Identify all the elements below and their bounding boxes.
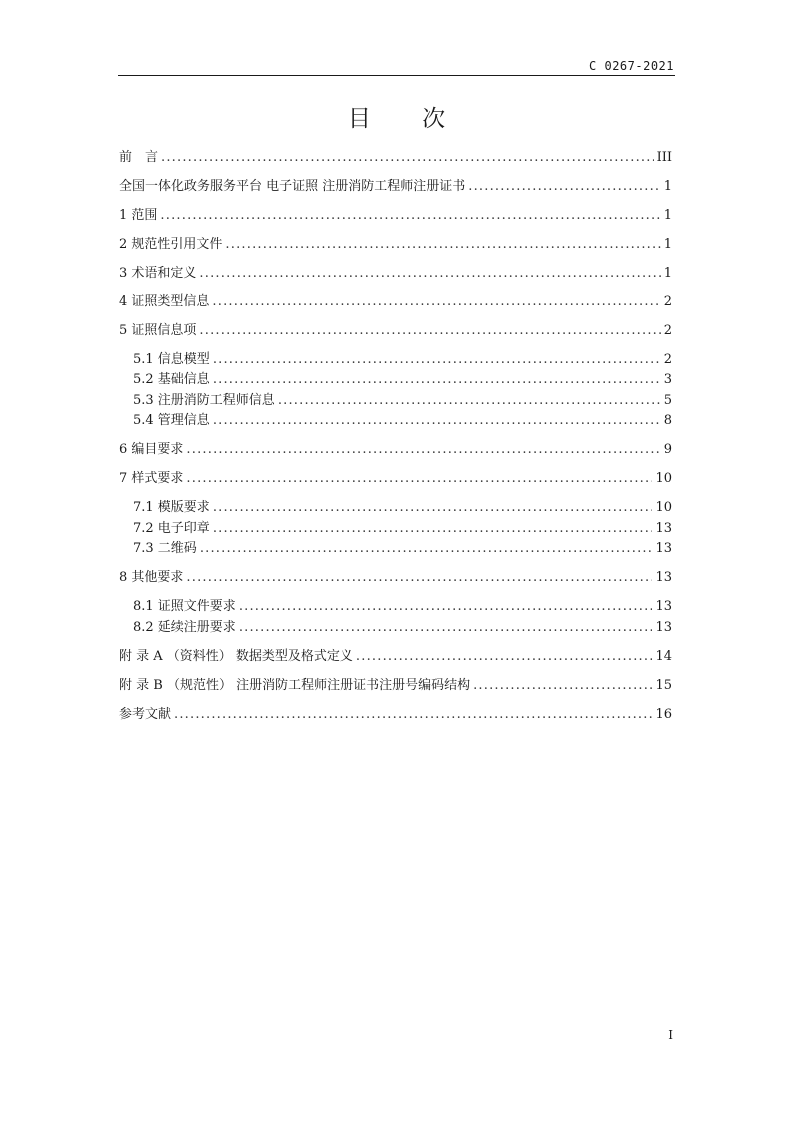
toc-leader-dots bbox=[186, 569, 652, 587]
toc-entry-7[interactable] bbox=[119, 470, 672, 488]
toc-entry-appendix-a[interactable] bbox=[119, 648, 672, 666]
page-number: I bbox=[668, 1028, 673, 1042]
toc-entry-page: 2 bbox=[663, 323, 672, 338]
toc-entry-label: 7.1 模版要求 bbox=[133, 500, 210, 515]
toc-entry-label: 7 样式要求 bbox=[119, 471, 184, 486]
toc-entry-3[interactable] bbox=[119, 265, 672, 283]
toc-entry-page: 13 bbox=[655, 521, 672, 536]
toc-entry-1[interactable] bbox=[119, 207, 672, 225]
toc-entry-5-1[interactable] bbox=[133, 351, 672, 369]
toc-entry-page: 14 bbox=[655, 649, 672, 664]
toc-entry-page: 1 bbox=[663, 208, 672, 223]
toc-leader-dots bbox=[356, 648, 653, 666]
toc-entry-label: 5.3 注册消防工程师信息 bbox=[133, 393, 275, 408]
toc-leader-dots bbox=[186, 441, 660, 459]
toc-entry-label: 前 言 bbox=[119, 150, 159, 165]
toc-entry-label: 参考文献 bbox=[119, 707, 172, 722]
toc-entry-page: 9 bbox=[663, 442, 672, 457]
toc-entry-page: 10 bbox=[655, 500, 672, 515]
toc-entry-label: 8 其他要求 bbox=[119, 570, 184, 585]
toc-leader-dots bbox=[160, 207, 660, 225]
toc-entry-page: 13 bbox=[655, 541, 672, 556]
toc-entry-page: 1 bbox=[663, 266, 672, 281]
toc-entry-label: 附 录 B （规范性） 注册消防工程师注册证书注册号编码结构 bbox=[119, 678, 471, 693]
toc-leader-dots bbox=[212, 293, 660, 311]
toc-entry-page: 3 bbox=[663, 372, 672, 387]
toc-entry-label: 5.2 基础信息 bbox=[133, 372, 210, 387]
toc-leader-dots bbox=[278, 392, 661, 410]
document-code: C 0267-2021 bbox=[589, 59, 674, 73]
toc-entry-page: 2 bbox=[663, 294, 672, 309]
toc-entry-bibliography[interactable] bbox=[119, 706, 672, 724]
toc-entry-label: 8.2 延续注册要求 bbox=[133, 620, 236, 635]
toc-entry-5-4[interactable] bbox=[133, 412, 672, 430]
toc-entry-label: 附 录 A （资料性） 数据类型及格式定义 bbox=[119, 649, 353, 664]
toc-leader-dots bbox=[213, 371, 661, 389]
toc-leader-dots bbox=[213, 351, 661, 369]
toc-entry-5-3[interactable] bbox=[133, 392, 672, 410]
toc-leader-dots bbox=[213, 520, 653, 538]
toc-entry-page: 8 bbox=[663, 413, 672, 428]
toc-entry-2[interactable] bbox=[119, 236, 672, 254]
toc-entry-label: 1 范围 bbox=[119, 208, 158, 223]
toc-leader-dots bbox=[186, 470, 652, 488]
toc-entry-page: III bbox=[656, 150, 672, 165]
toc-leader-dots bbox=[225, 236, 660, 254]
toc-entry-8-2[interactable] bbox=[133, 619, 672, 637]
toc-leader-dots bbox=[468, 178, 660, 196]
toc-entry-7-3[interactable] bbox=[133, 540, 672, 558]
toc-entry-8-1[interactable] bbox=[133, 598, 672, 616]
toc-entry-page: 10 bbox=[655, 471, 672, 486]
toc-entry-label: 2 规范性引用文件 bbox=[119, 237, 223, 252]
toc-entry-5[interactable] bbox=[119, 322, 672, 340]
toc-entry-label: 8.1 证照文件要求 bbox=[133, 599, 236, 614]
toc-entry-8[interactable] bbox=[119, 569, 672, 587]
toc-entry-appendix-b[interactable] bbox=[119, 677, 672, 695]
toc-entry-7-1[interactable] bbox=[133, 499, 672, 517]
toc-entry-document-title[interactable] bbox=[119, 178, 672, 196]
toc-entry-page: 16 bbox=[655, 707, 672, 722]
page-title: 目 次 bbox=[347, 106, 468, 132]
toc-entry-page: 13 bbox=[655, 599, 672, 614]
toc-entry-label: 3 术语和定义 bbox=[119, 266, 197, 281]
toc-entry-label: 全国一体化政务服务平台 电子证照 注册消防工程师注册证书 bbox=[119, 179, 466, 194]
toc-entry-page: 5 bbox=[663, 393, 672, 408]
toc-entry-label: 6 编目要求 bbox=[119, 442, 184, 457]
toc-leader-dots bbox=[161, 149, 654, 167]
toc-entry-page: 13 bbox=[655, 570, 672, 585]
toc-entry-page: 15 bbox=[655, 678, 672, 693]
toc-leader-dots bbox=[174, 706, 652, 724]
toc-entry-label: 7.3 二维码 bbox=[133, 541, 197, 556]
toc-entry-label: 4 证照类型信息 bbox=[119, 294, 210, 309]
toc-entry-7-2[interactable] bbox=[133, 520, 672, 538]
toc-entry-page: 1 bbox=[663, 237, 672, 252]
toc-entry-page: 13 bbox=[655, 620, 672, 635]
toc-entry-label: 5.1 信息模型 bbox=[133, 352, 210, 367]
toc-entry-page: 1 bbox=[663, 179, 672, 194]
toc-entry-5-2[interactable] bbox=[133, 371, 672, 389]
toc-leader-dots bbox=[213, 412, 661, 430]
toc-entry-page: 2 bbox=[663, 352, 672, 367]
header-divider bbox=[118, 75, 675, 76]
toc-entry-label: 5 证照信息项 bbox=[119, 323, 197, 338]
toc-entry-6[interactable] bbox=[119, 441, 672, 459]
toc-entry-label: 5.4 管理信息 bbox=[133, 413, 210, 428]
toc-leader-dots bbox=[199, 265, 660, 283]
toc-entry-label: 7.2 电子印章 bbox=[133, 521, 210, 536]
toc-leader-dots bbox=[239, 598, 653, 616]
toc-entry-foreword[interactable] bbox=[119, 149, 672, 167]
toc-entry-4[interactable] bbox=[119, 293, 672, 311]
toc-leader-dots bbox=[239, 619, 653, 637]
toc-leader-dots bbox=[473, 677, 652, 695]
toc-leader-dots bbox=[200, 540, 653, 558]
toc-leader-dots bbox=[213, 499, 653, 517]
toc-leader-dots bbox=[199, 322, 660, 340]
